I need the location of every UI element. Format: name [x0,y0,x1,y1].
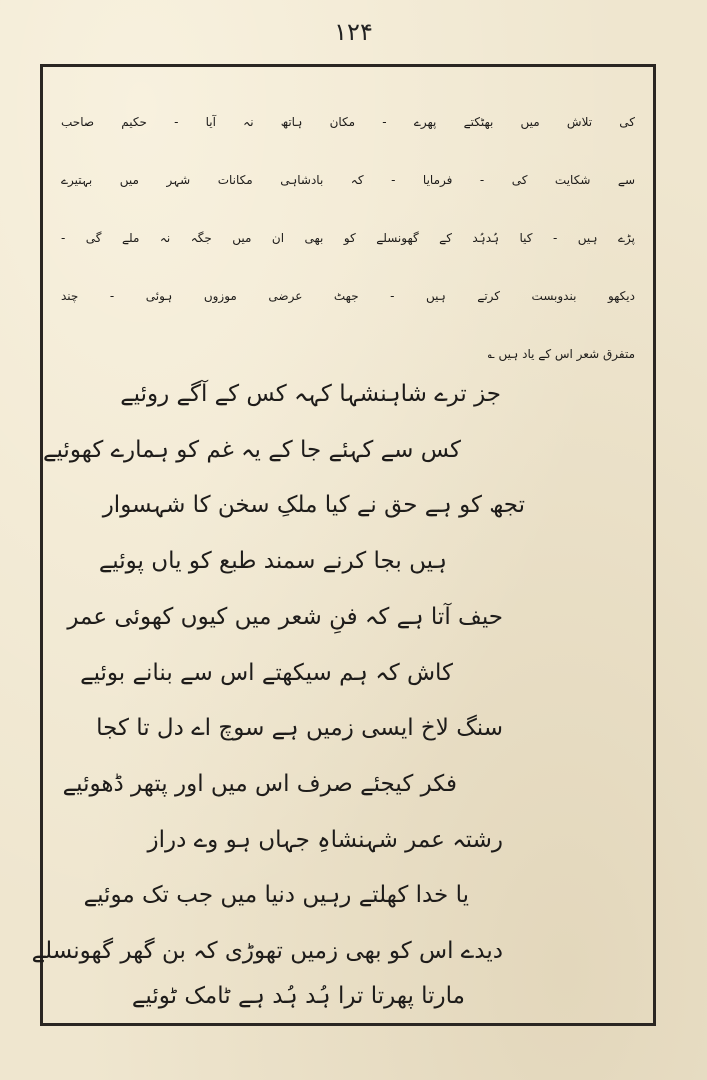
prose-line: دیکھو بندوبست کرتے ہیں - جھٹ عرضی موزوں ہوئی - چند [61,289,635,303]
verse-line: ہیں بجا کرنے سمند طبع کو یاں پوئیے [98,548,447,574]
prose-line: سے شکایت کی - فرمایا - کہ بادشاہی مکانات شہر میں بہتیرے [61,173,635,187]
verse-line: سنگ لاخ ایسی زمیں ہے سوچ اے دل تا کجا [96,715,503,741]
page-number: ۱۲۴ [334,18,373,46]
verse-line: رشتہ عمر شہنشاہِ جہاں ہو وے دراز [147,827,503,853]
verse-line: تجھ کو ہے حق نے کیا ملکِ سخن کا شہسوار [102,492,525,518]
verse-line: حیف آتا ہے کہ فنِ شعر میں کیوں کھوئی عمر [67,604,503,630]
page-border-frame [31,64,656,1026]
verse-line: مارتا پھرتا ترا ہُد ہُد ہے ٹامک ٹوئیے [131,983,465,1009]
prose-paragraph [61,93,635,383]
prose-line: پڑے ہیں - کیا ہُدہُد کے گھونسلے کو بھی ان میں جگہ نہ ملے گی - [61,231,635,245]
verse-line: کس سے کہئے جا کے یہ غم کو ہمارے کھوئیے [43,437,461,463]
verse-line: کاش کہ ہم سیکھتے اس سے بنانے بوئیے [80,660,453,686]
verse-line: یا خدا کھلتے رہیں دنیا میں جب تک موئیے [83,882,469,908]
verse-line: جز ترے شاہنشہا کہہ کس کے آگے روئیے [120,381,501,407]
verse-line: دیدے اس کو بھی زمیں تھوڑی کہ بن گھر گھونسلے [31,938,503,964]
prose-line: متفرق شعر اس کے یاد ہیں ؎ [487,347,635,361]
verse-line: فکر کیجئے صرف اس میں اور پتھر ڈھوئیے [62,771,457,797]
prose-line: کی تلاش میں بھٹکتے پھرے - مکان ہاتھ نہ آیا - حکیم صاحب [61,115,635,129]
